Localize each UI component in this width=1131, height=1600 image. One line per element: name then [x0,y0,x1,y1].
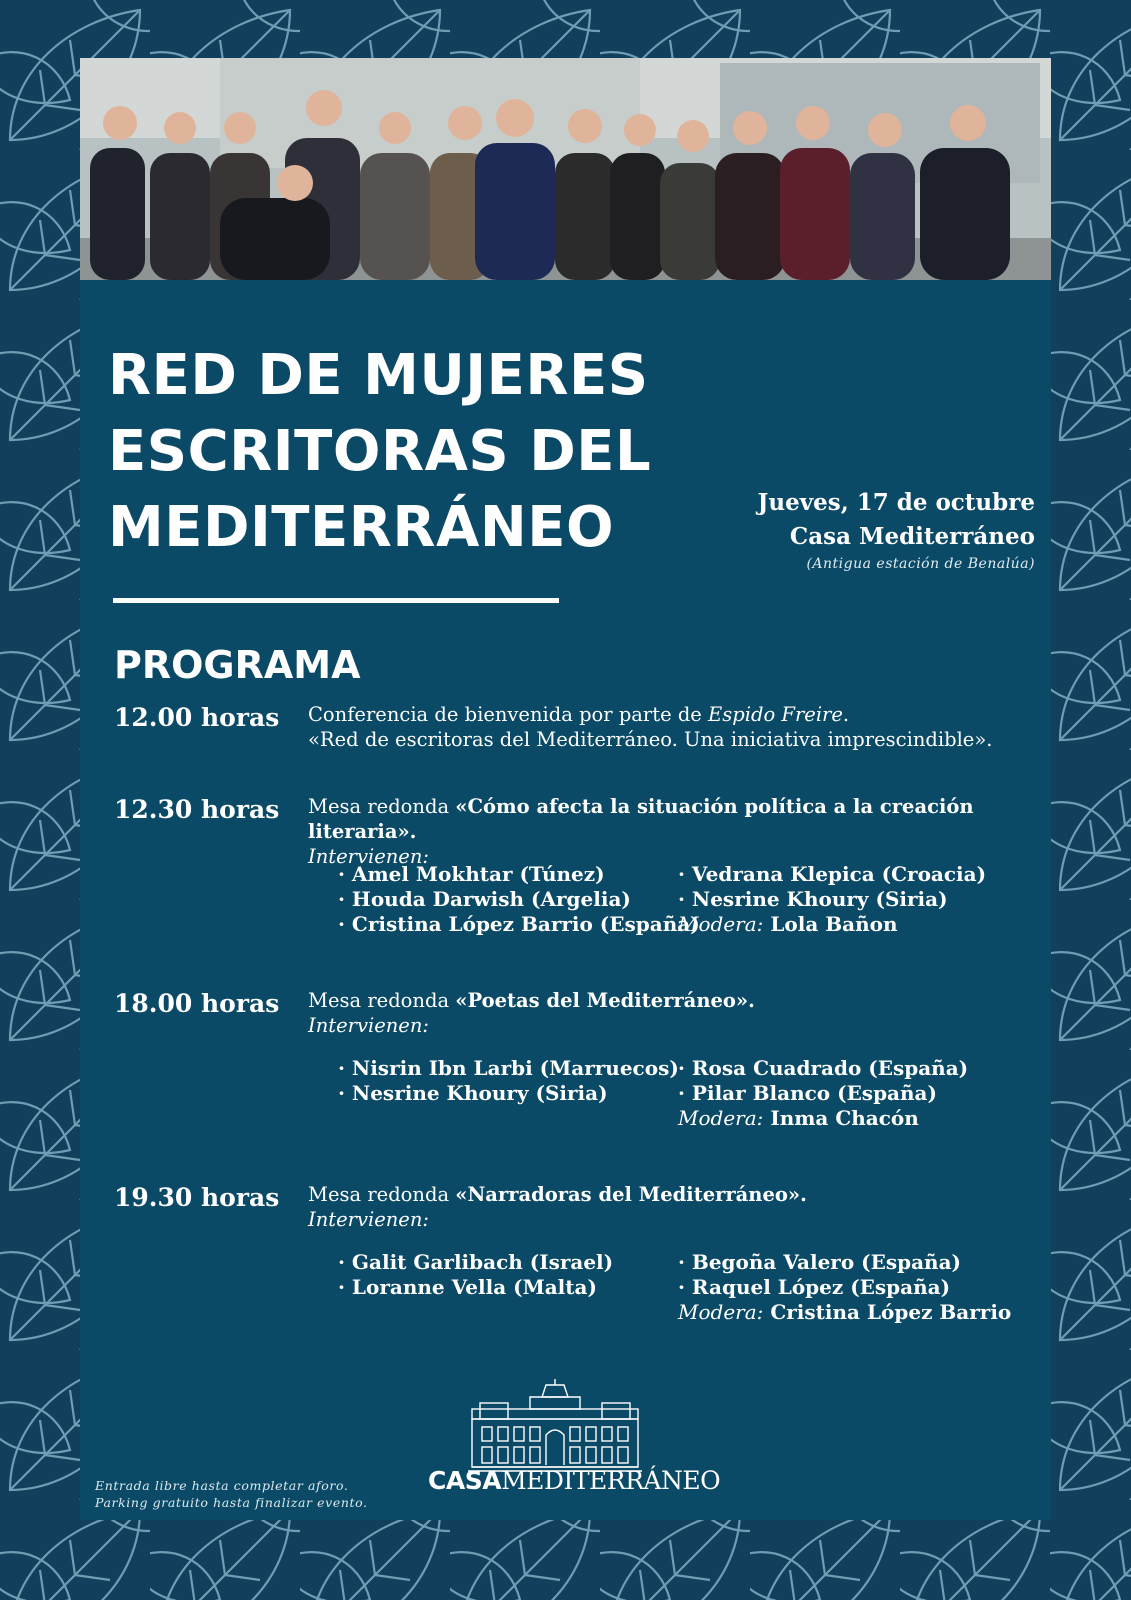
event-venue: Casa Mediterráneo [789,523,1035,550]
moderator [678,1106,968,1131]
session-time: 12.30 horas [114,795,280,824]
participant: · Pilar Blanco (España) [678,1081,937,1105]
group-photo [80,58,1051,280]
participant: · Vedrana Klepica (Croacia) [678,862,987,886]
session-topic: «Red de escritoras del Mediterráneo. Una iniciativa imprescindible». [308,728,993,751]
session-text: . [842,703,850,726]
footer-line: Parking gratuito hasta finalizar evento. [95,1495,368,1510]
participant: · Begoña Valero (España) [678,1250,962,1274]
poster-title [108,338,748,566]
event-venue-note: (Antigua estación de Benalúa) [806,556,1035,572]
intervienen-label: Intervienen: [308,1014,429,1037]
moderator-name: Inma Chacón [763,1106,919,1130]
participant: · Cristina López Barrio (España) [338,912,700,936]
moderator-name: Cristina López Barrio [763,1300,1012,1324]
session-text: Mesa redonda [308,1183,456,1206]
session-topic: «Cómo afecta la situación política a la creación literaria». [308,795,974,843]
title-line: ESCRITORAS DEL [108,419,652,484]
participant: · Nisrin Ibn Larbi (Marruecos) [338,1056,679,1080]
session-time: 12.00 horas [114,703,280,732]
title-line: MEDITERRÁNEO [108,495,615,560]
event-info [758,486,1035,574]
session-time: 19.30 horas [114,1183,280,1212]
logo-text-part: MEDITERRÁNEO [501,1466,721,1495]
participant: · Amel Mokhtar (Túnez) [338,862,605,886]
participant: · Rosa Cuadrado (España) [678,1056,969,1080]
session-time: 18.00 horas [114,989,280,1018]
session-description [308,988,1028,1038]
session-description [308,794,1028,869]
title-divider [113,598,559,603]
session-description [308,702,1028,752]
participant: · Nesrine Khoury (Siria) [678,887,948,911]
session-topic: «Narradoras del Mediterráneo». [455,1183,807,1206]
moderator-name: Lola Bañon [763,912,898,936]
participant: · Nesrine Khoury (Siria) [338,1081,608,1105]
session-text: Mesa redonda [308,989,456,1012]
event-date: Jueves, 17 de octubre [757,489,1035,516]
participant: · Raquel López (España) [678,1275,951,1299]
modera-label: Modera: [678,912,764,936]
modera-label: Modera: [678,1106,764,1130]
participant: · Loranne Vella (Malta) [338,1275,597,1299]
title-line: RED DE MUJERES [108,343,649,408]
session-text: Conferencia de bienvenida por parte de [308,703,709,726]
intervienen-label: Intervienen: [308,845,429,868]
footer-line: Entrada libre hasta completar aforo. [95,1478,349,1493]
programa-heading: PROGRAMA [114,643,361,687]
participant: · Houda Darwish (Argelia) [338,887,631,911]
session-description [308,1182,1028,1232]
logo-text-part: CASA [428,1466,502,1495]
footer-note [95,1477,368,1511]
session-text: Mesa redonda [308,795,456,818]
moderator [678,912,986,937]
intervienen-label: Intervienen: [308,1208,429,1231]
moderator [678,1300,1011,1325]
modera-label: Modera: [678,1300,764,1324]
participant: · Galit Garlibach (Israel) [338,1250,614,1274]
session-topic: «Poetas del Mediterráneo». [455,989,755,1012]
speaker-name: Espido Freire [708,703,843,726]
casa-mediterraneo-logo [428,1466,720,1496]
